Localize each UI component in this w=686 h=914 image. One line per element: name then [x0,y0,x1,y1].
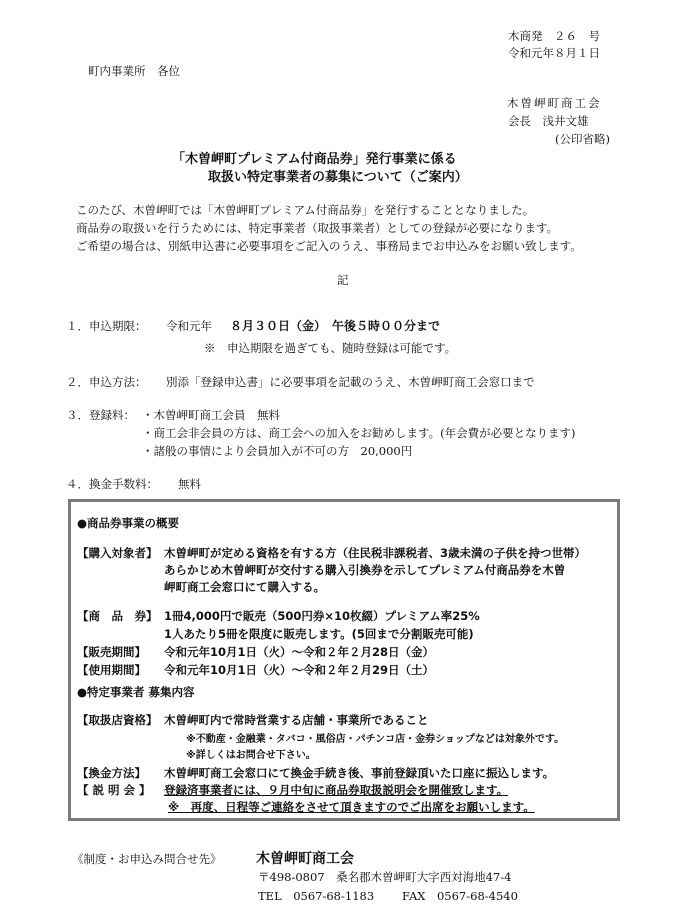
sale-period: 令和元年10月1日（火）～令和２年２月28日（金） [164,645,435,659]
item4-label: ４．換金手数料： [66,477,158,491]
briefing-line2: ※ 再度、日程等ご連絡をさせて頂きますのでご出席をお願いします。 [168,800,535,814]
seal-note: (公印省略) [555,132,610,146]
document-title-line1: 「木曽岬町プレミアム付商品券」発行事業に係る [172,152,457,167]
qualification-label: 【取扱店資格】 [77,713,158,727]
voucher-label: 【商 品 券】 [77,609,158,623]
briefing-line1: 登録済事業者には、９月中旬に商品券取扱説明会を開催致します。 [164,783,509,797]
exchange-text: 木曽岬町商工会窓口にて換金手続き後、事前登録頂いた口座に振込します。 [164,766,555,780]
voucher-line1: 1冊4,000円で販売（500円券×10枚綴）プレミアム率25% [164,609,480,623]
addressee: 町内事業所 各位 [88,64,180,78]
item3-line3: ・諸般の事情により会員加入が不可の方 20,000円 [142,444,413,458]
briefing-label: 【 説 明 会 】 [77,783,151,797]
item3-label: ３．登録料： [66,408,135,422]
target-line1: 木曽岬町が定める資格を有する方（住民税非課税者、3歳未満の子供を持つ世帯） [164,546,586,560]
contact-organization: 木曽岬町商工会 [256,851,354,867]
sale-period-label: 【販売期間】 [77,645,146,659]
target-line2: あらかじめ木曽岬町が交付する購入引換券を示してプレミアム付商品券を木曽 [164,563,566,577]
item3-line1: ・木曽岬町商工会員 無料 [142,408,280,422]
sender-organization: 木曽岬町商工会 [507,96,602,110]
intro-line-3: ご希望の場合は、別紙申込書に必要事項をご記入のうえ、事務局までお申込みをお願い致します。 [76,239,582,253]
contact-address: 〒498-0807 桑名郡木曽岬町大字西対海地47-4 [258,870,512,884]
intro-line-1: このたび、木曽岬町では「木曽岬町プレミアム付商品券」を発行することとなりました。 [76,203,535,217]
voucher-line2: 1人あたり5冊を限度に販売します。(5回まで分割販売可能) [164,627,474,641]
contact-label: 《制度・お申込み問合せ先》 [72,852,222,866]
target-label: 【購入対象者】 [77,546,158,560]
item1-era: 令和元年 [166,319,212,333]
ki-mark: 記 [337,273,349,287]
use-period-label: 【使用期間】 [77,663,146,677]
item1-note: ※ 申込期限を過ぎても、随時登録は可能です。 [204,341,457,355]
qualification-inquiry-note: ※詳しくはお問合せ下さい。 [186,750,316,761]
item2-text: 別添「登録申込書」に必要事項を記載のうえ、木曽岬町商工会窓口まで [166,375,535,389]
item1-deadline: ８月３０日（金） 午後５時００分まで [230,319,441,333]
document-title-line2: 取扱い特定事業者の募集について（ご案内） [208,170,468,185]
document-number: 木商発 ２６ 号 [508,29,600,43]
qualification-exclusion-note: ※不動産・金融業・タバコ・風俗店・パチンコ店・金券ショップなどは対象外です。 [186,734,565,745]
section-overview-heading: ●商品券事業の概要 [77,516,180,530]
item3-line2: ・商工会非会員の方は、商工会への加入をお勧めします。(年会費が必要となります) [142,426,576,440]
document-date: 令和元年８月１日 [508,46,600,60]
item2-label: ２．申込方法： [66,375,147,389]
contact-tel: TEL 0567-68-1183 [258,889,375,903]
item4-text: 無料 [178,477,201,491]
item1-label: １．申込期限： [66,319,147,333]
contact-fax: FAX 0567-68-4540 [402,889,518,903]
intro-line-2: 商品券の取扱いを行うためには、特定事業者（取扱事業者）としての登録が必要になります。 [76,221,559,235]
sender-name: 会長 浅井文雄 [508,114,589,128]
use-period: 令和元年10月1日（火）～令和２年２月29日（土） [164,663,435,677]
target-line3: 岬町商工会窓口にて購入する。 [164,580,325,594]
exchange-label: 【換金方法】 [77,766,146,780]
section-recruitment-heading: ●特定事業者 募集内容 [77,685,195,699]
qualification-line1: 木曽岬町内で常時営業する店舗・事業所であること [164,713,429,727]
